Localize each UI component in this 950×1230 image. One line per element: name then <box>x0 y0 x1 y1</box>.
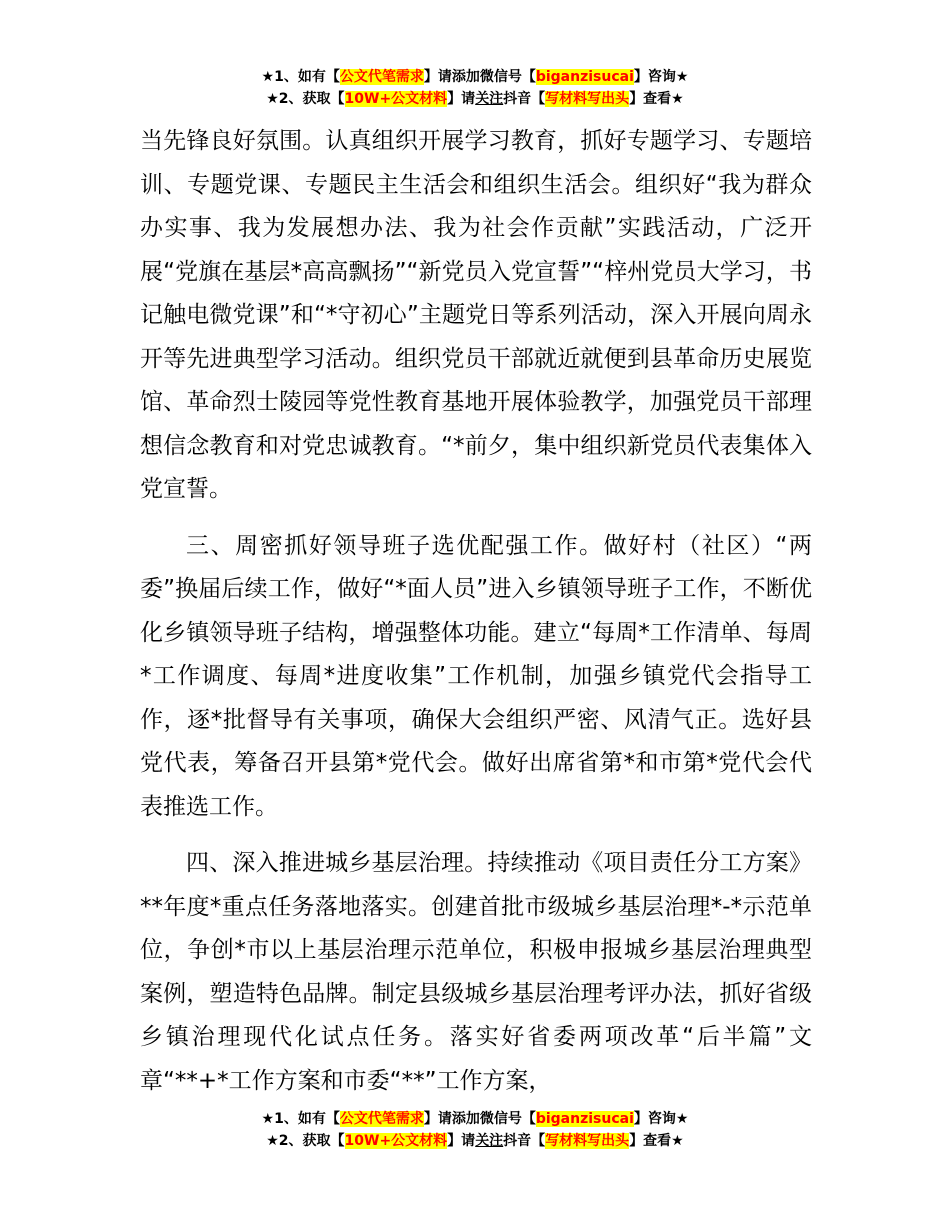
highlight-wechat-id: biganzisucai <box>535 1111 634 1127</box>
header-line-1: ★1、如有【公文代笔需求】请添加微信号【biganzisucai】咨询★ <box>261 69 689 85</box>
paragraph-continued: 当先锋良好氛围。认真组织开展学习教育，抓好专题学习、专题培训、专题党课、专题民主生活会和组织生活会。组织好“我为群众办实事、我为发展想办法、我为社会作贡献”实践活动，广泛开展“党旗在基层*高高飘扬”“新党员入党宣誓”“梓州党员大学习，书记触电微党课”和“*守初心”主题党日等系列活动，深入开展向周永开等先进典型学习活动。组织党员干部就近就便到县革命历史展览馆、革命烈士陵园等党性教育基地开展体验教学，加强党员干部理想信念教育和对党忠诚教育。“*前夕，集中组织新党员代表集体入党宣誓。 <box>140 128 812 502</box>
highlight-ghostwriting: 公文代笔需求 <box>339 1111 424 1127</box>
highlight-douyin: 写材料写出头 <box>545 1133 630 1149</box>
header-banner <box>0 66 950 110</box>
highlight-materials: 10W+公文材料 <box>344 1133 448 1149</box>
footer-line-2: ★2、获取【10W+公文材料】请关注抖音【写材料写出头】查看★ <box>266 1133 684 1149</box>
document-body <box>140 120 812 1103</box>
paragraph-section-4: 四、深入推进城乡基层治理。持续推动《项目责任分工方案》**年度*重点任务落地落实。创建首批市级城乡基层治理*-*示范单位，争创*市以上基层治理示范单位，积极申报城乡基层治理典型案例，塑造特色品牌。制定县级城乡基层治理考评办法，抓好省级乡镇治理现代化试点任务。落实好省委两项改革“后半篇”文章“**+*工作方案和市委“**”工作方案， <box>140 850 812 1094</box>
highlight-wechat-id: biganzisucai <box>535 69 634 85</box>
highlight-ghostwriting: 公文代笔需求 <box>339 69 424 85</box>
paragraph-section-3: 三、周密抓好领导班子选优配强工作。做好村（社区）“两委”换届后续工作，做好“*面人员”进入乡镇领导班子工作，不断优化乡镇领导班子结构，增强整体功能。建立“每周*工作清单、每周*工作调度、每周*进度收集”工作机制，加强乡镇党代会指导工作，逐*批督导有关事项，确保大会组织严密、风清气正。选好县党代表，筹备召开县第*党代会。做好出席省第*和市第*党代会代表推选工作。 <box>140 532 812 820</box>
header-line-2: ★2、获取【10W+公文材料】请关注抖音【写材料写出头】查看★ <box>266 91 684 107</box>
footer-line-1: ★1、如有【公文代笔需求】请添加微信号【biganzisucai】咨询★ <box>261 1111 689 1127</box>
highlight-materials: 10W+公文材料 <box>344 91 448 107</box>
highlight-douyin: 写材料写出头 <box>545 91 630 107</box>
footer-banner <box>0 1108 950 1152</box>
